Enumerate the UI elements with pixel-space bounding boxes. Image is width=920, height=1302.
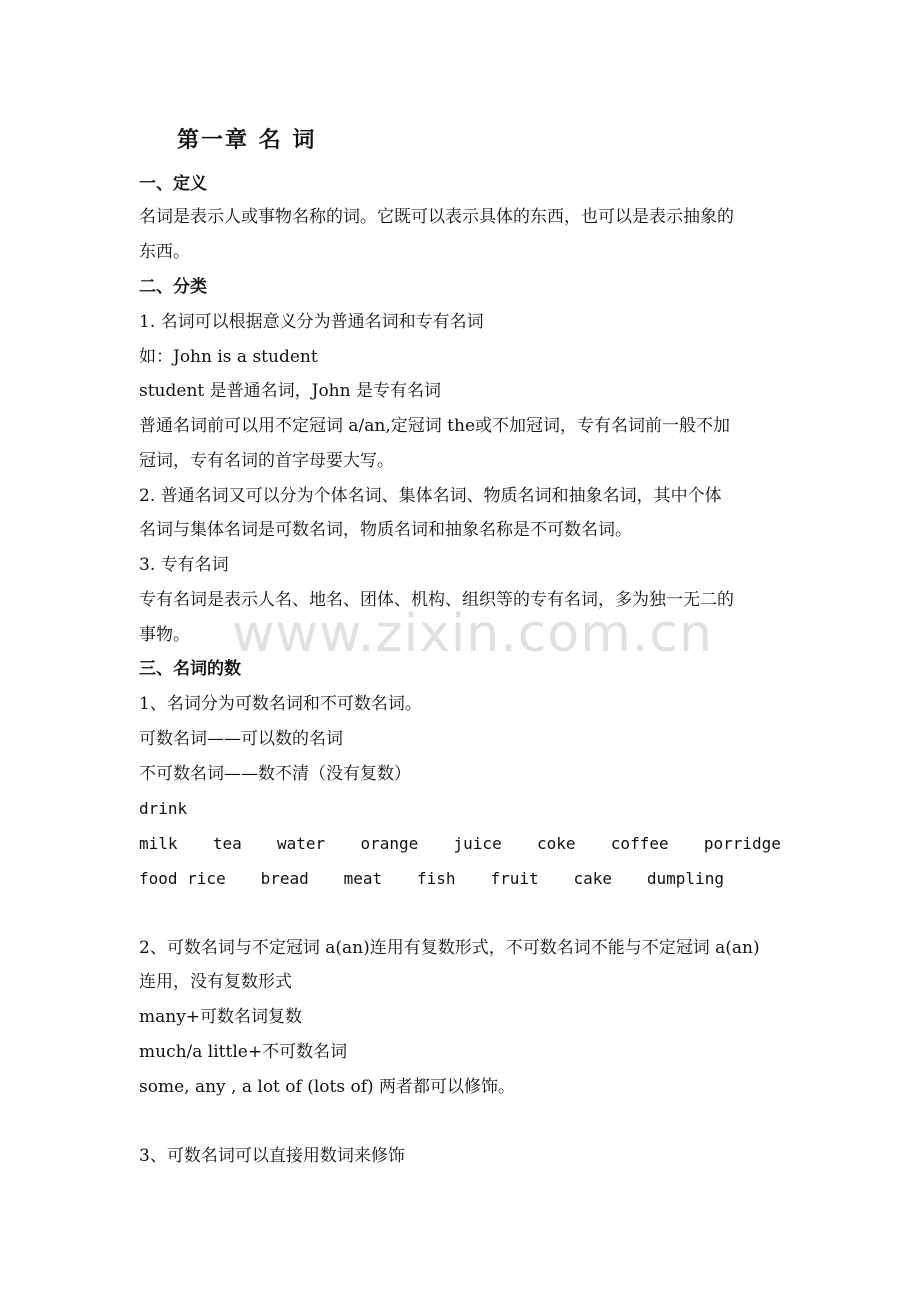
number-point-1: 1、名词分为可数名词和不可数名词。 bbox=[139, 694, 422, 714]
definition-paragraph-line1: 名词是表示人或事物名称的词。它既可以表示具体的东西，也可以是表示抽象的 bbox=[139, 207, 734, 227]
proper-noun-paragraph-line2: 事物。 bbox=[139, 625, 190, 645]
section-heading-classification: 二、分类 bbox=[139, 277, 207, 297]
much-usage: much/a little+不可数名词 bbox=[139, 1042, 348, 1062]
word-item: juice bbox=[453, 834, 502, 853]
word-item: milk bbox=[139, 834, 178, 853]
word-item: fruit bbox=[490, 869, 539, 888]
drink-label: drink bbox=[139, 799, 188, 818]
watermark: www.zixin.com.cn bbox=[232, 604, 713, 664]
word-item: coffee bbox=[610, 834, 669, 853]
classification-item-1: 1. 名词可以根据意义分为普通名词和专有名词 bbox=[139, 312, 484, 332]
word-item: orange bbox=[360, 834, 419, 853]
example-sentence: 如：John is a student bbox=[139, 347, 318, 367]
word-item: meat bbox=[343, 869, 383, 888]
section-heading-definition: 一、定义 bbox=[139, 174, 207, 194]
word-item: porridge bbox=[703, 834, 781, 853]
number-point-2-line2: 连用，没有复数形式 bbox=[139, 972, 292, 992]
many-usage: many+可数名词复数 bbox=[139, 1007, 303, 1027]
word-item: fish bbox=[417, 869, 456, 888]
some-any-usage: some, any , a lot of (lots of) 两者都可以修饰。 bbox=[139, 1077, 516, 1097]
classification-item-2-line1: 2. 普通名词又可以分为个体名词、集体名词、物质名词和抽象名词，其中个体 bbox=[139, 486, 722, 506]
number-point-2-line1: 2、可数名词与不定冠词 a(an)连用有复数形式，不可数名词不能与不定冠词 a(an) bbox=[139, 938, 760, 958]
example-explanation: student 是普通名词，John 是专有名词 bbox=[139, 381, 441, 401]
uncountable-definition: 不可数名词——数不清（没有复数） bbox=[139, 764, 411, 784]
drink-word-list bbox=[139, 833, 781, 855]
word-item: food rice bbox=[139, 869, 226, 888]
word-item: dumpling bbox=[646, 869, 724, 888]
word-item: water bbox=[277, 834, 326, 853]
chapter-title: 第一章 名 词 bbox=[177, 128, 317, 153]
word-item: coke bbox=[536, 834, 576, 853]
word-item: cake bbox=[573, 869, 613, 888]
definition-paragraph-line2: 东西。 bbox=[139, 242, 190, 262]
food-word-list bbox=[139, 868, 724, 890]
proper-noun-paragraph-line1: 专有名词是表示人名、地名、团体、机构、组织等的专有名词，多为独一无二的 bbox=[139, 590, 734, 610]
countable-definition: 可数名词——可以数的名词 bbox=[139, 729, 343, 749]
word-item: tea bbox=[212, 834, 242, 853]
classification-item-3: 3. 专有名词 bbox=[139, 555, 229, 575]
section-heading-number: 三、名词的数 bbox=[139, 659, 241, 679]
common-noun-paragraph-line2: 冠词，专有名词的首字母要大写。 bbox=[139, 451, 394, 471]
classification-item-2-line2: 名词与集体名词是可数名词，物质名词和抽象名称是不可数名词。 bbox=[139, 520, 632, 540]
number-point-3: 3、可数名词可以直接用数词来修饰 bbox=[139, 1146, 405, 1166]
word-item: bread bbox=[260, 869, 309, 888]
common-noun-paragraph-line1: 普通名词前可以用不定冠词 a/an,定冠词 the或不加冠词，专有名词前一般不加 bbox=[139, 416, 730, 436]
